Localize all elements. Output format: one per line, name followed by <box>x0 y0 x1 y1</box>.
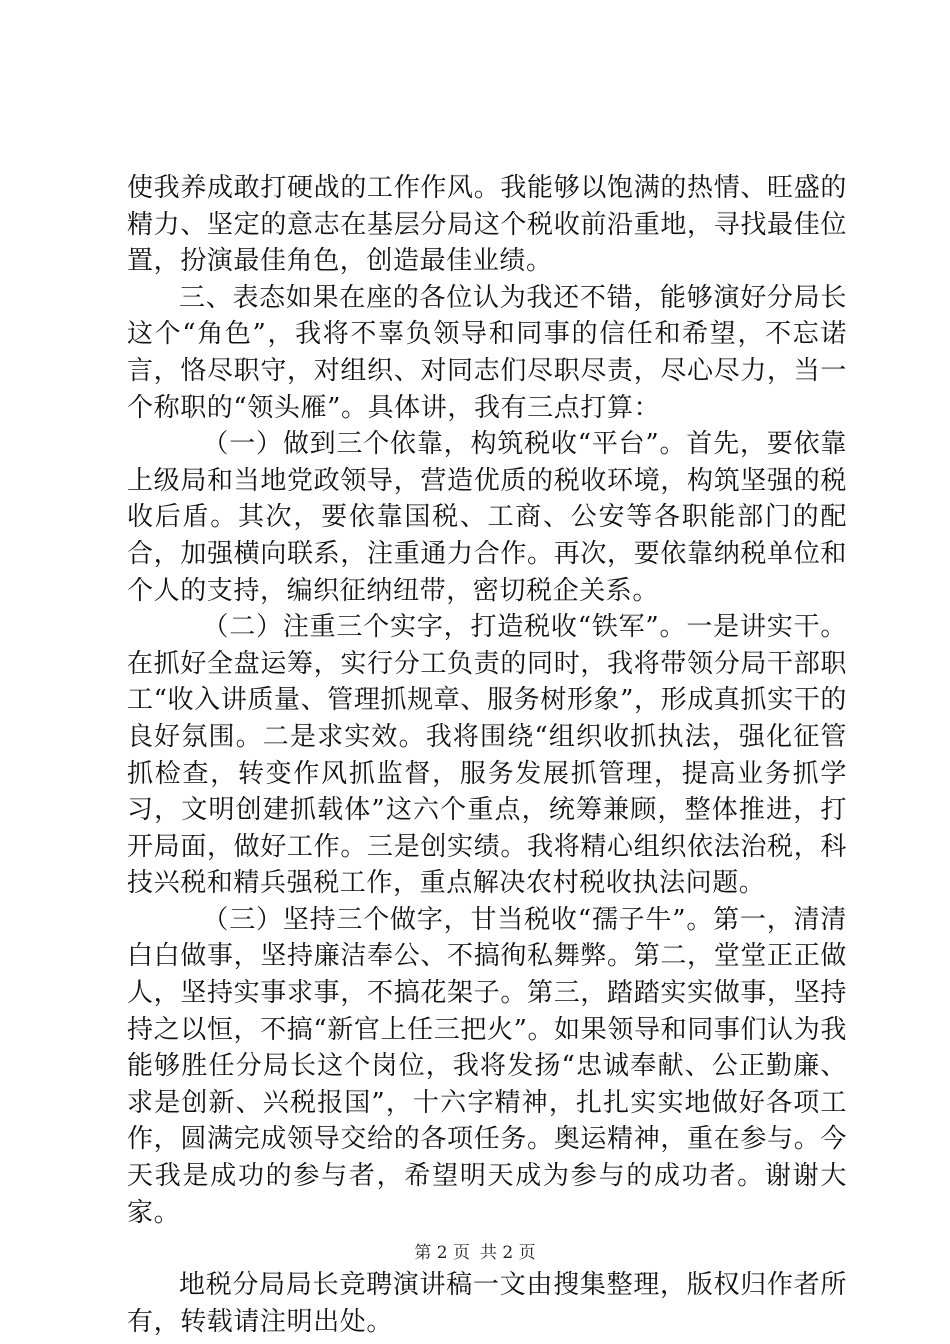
page-number: 第 2 页 <box>414 1243 470 1263</box>
paragraph-section-three: 三、表态如果在座的各位认为我还不错，能够演好分局长这个“角色”，我将不辜负领导和同事的信任和希望，不忘诺言，恪尽职守，对组织、对同志们尽职尽责，尽心尽力，当一个称职的“领头雁”。具体讲，我有三点打算： <box>127 282 847 423</box>
page-footer <box>0 1242 950 1264</box>
document-body <box>127 170 847 1340</box>
paragraph-plan-two: （二）注重三个实字，打造税收“铁军”。一是讲实干。在抓好全盘运筹，实行分工负责的同时，我将带领分局干部职工“收入讲质量、管理抓规章、服务树形象”，形成真抓实干的良好氛围。二是求实效。我将围绕“组织收抓执法，强化征管抓检查，转变作风抓监督，服务发展抓管理，提高业务抓学习，文明创建抓载体”这六个重点，统筹兼顾，整体推进，打开局面，做好工作。三是创实绩。我将精心组织依法治税，科技兴税和精兵强税工作，重点解决农村税收执法问题。 <box>127 612 847 899</box>
paragraph-plan-one: （一）做到三个依靠，构筑税收“平台”。首先，要依靠上级局和当地党政领导，营造优质的税收环境，构筑坚强的税收后盾。其次，要依靠国税、工商、公安等各职能部门的配合，加强横向联系，注重通力合作。再次，要依靠纳税单位和个人的支持，编织征纳纽带，密切税企关系。 <box>127 429 847 606</box>
paragraph-copyright-note: 地税分局局长竞聘演讲稿一文由搜集整理，版权归作者所有，转载请注明出处。 <box>127 1270 847 1337</box>
paragraph-continuation: 使我养成敢打硬战的工作作风。我能够以饱满的热情、旺盛的精力、坚定的意志在基层分局这个税收前沿重地，寻找最佳位置，扮演最佳角色，创造最佳业绩。 <box>127 173 847 277</box>
paragraph-plan-three: （三）坚持三个做字，甘当税收“孺子牛”。第一，清清白白做事，坚持廉洁奉公、不搞徇私舞弊。第二，堂堂正正做人，坚持实事求事，不搞花架子。第三，踏踏实实做事，坚持持之以恒，不搞“新官上任三把火”。如果领导和同事们认为我能够胜任分局长这个岗位，我将发扬“忠诚奉献、公正勤廉、求是创新、兴税报国”，十六字精神，扎扎实实地做好各项工作，圆满完成领导交给的各项任务。奥运精神，重在参与。今天我是成功的参与者，希望明天成为参与的成功者。谢谢大家。 <box>127 904 847 1228</box>
page-total: 共 2 页 <box>480 1243 536 1263</box>
